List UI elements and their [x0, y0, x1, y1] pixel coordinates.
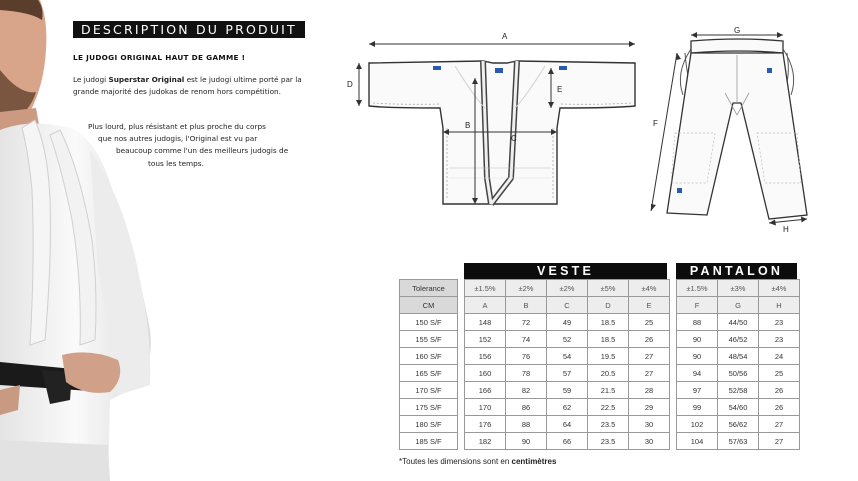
pantalon-value-cell: 90	[677, 331, 718, 348]
size-cell: 160 S/F	[400, 348, 458, 365]
pantalon-row	[677, 314, 800, 331]
size-cell: 170 S/F	[400, 382, 458, 399]
dim-label-b: B	[465, 121, 471, 130]
veste-value-cell: 30	[629, 416, 670, 433]
description-title: DESCRIPTION DU PRODUIT	[73, 21, 305, 38]
pantalon-row	[677, 365, 800, 382]
veste-row	[465, 382, 670, 399]
veste-value-cell: 182	[465, 433, 506, 450]
pantalon-value-cell: 54/60	[718, 399, 759, 416]
veste-value-cell: 52	[547, 331, 588, 348]
footnote-text: *Toutes les dimensions sont en	[399, 457, 512, 466]
veste-table	[464, 279, 670, 450]
pantalon-value-cell: 25	[759, 365, 800, 382]
size-cell: 150 S/F	[400, 314, 458, 331]
veste-row	[465, 314, 670, 331]
veste-row	[465, 331, 670, 348]
unit-label: CM	[400, 297, 458, 314]
size-row	[400, 365, 458, 382]
size-row	[400, 416, 458, 433]
veste-value-cell: 26	[629, 331, 670, 348]
pantalon-row	[677, 399, 800, 416]
size-row	[400, 331, 458, 348]
p2-line: tous les temps.	[148, 158, 204, 168]
veste-value-cell: 86	[506, 399, 547, 416]
veste-value-cell: 66	[547, 433, 588, 450]
veste-tolerance-cell: ±4%	[629, 280, 670, 297]
veste-value-cell: 170	[465, 399, 506, 416]
size-cell: 165 S/F	[400, 365, 458, 382]
pantalon-value-cell: 102	[677, 416, 718, 433]
pants-diagram	[645, 23, 810, 235]
pantalon-row	[677, 331, 800, 348]
veste-value-cell: 22.5	[588, 399, 629, 416]
veste-value-cell: 82	[506, 382, 547, 399]
footnote-unit: centimètres	[511, 457, 557, 466]
dim-label-f: F	[653, 119, 658, 128]
pantalon-value-cell: 94	[677, 365, 718, 382]
veste-column-header: D	[588, 297, 629, 314]
pantalon-value-cell: 104	[677, 433, 718, 450]
veste-value-cell: 176	[465, 416, 506, 433]
veste-value-cell: 72	[506, 314, 547, 331]
footnote	[399, 457, 556, 466]
p2-line: Plus lourd, plus résistant et plus proche du corps	[88, 122, 266, 131]
pantalon-tolerance-cell: ±4%	[759, 280, 800, 297]
veste-value-cell: 160	[465, 365, 506, 382]
veste-value-cell: 18.5	[588, 331, 629, 348]
pantalon-tolerance-cell: ±3%	[718, 280, 759, 297]
dim-label-h: H	[783, 225, 789, 234]
pantalon-column-header: H	[759, 297, 800, 314]
veste-value-cell: 27	[629, 348, 670, 365]
veste-tolerance-cell: ±2%	[506, 280, 547, 297]
pantalon-value-cell: 44/50	[718, 314, 759, 331]
pantalon-value-cell: 90	[677, 348, 718, 365]
p1-pre: Le judogi	[73, 75, 109, 84]
veste-value-cell: 148	[465, 314, 506, 331]
veste-column-header: C	[547, 297, 588, 314]
pantalon-value-cell: 52/58	[718, 382, 759, 399]
veste-column-header: B	[506, 297, 547, 314]
size-cell: 175 S/F	[400, 399, 458, 416]
veste-value-cell: 29	[629, 399, 670, 416]
pantalon-row	[677, 348, 800, 365]
pantalon-tolerance-cell: ±1.5%	[677, 280, 718, 297]
veste-value-cell: 74	[506, 331, 547, 348]
veste-row	[465, 365, 670, 382]
veste-value-cell: 166	[465, 382, 506, 399]
dim-label-g: G	[734, 26, 741, 35]
veste-value-cell: 88	[506, 416, 547, 433]
pantalon-value-cell: 26	[759, 382, 800, 399]
veste-value-cell: 28	[629, 382, 670, 399]
veste-value-cell: 27	[629, 365, 670, 382]
veste-row	[465, 348, 670, 365]
veste-value-cell: 23.5	[588, 416, 629, 433]
p2-line: que nos autres judogis, l'Original est vu par	[98, 134, 258, 144]
veste-value-cell: 64	[547, 416, 588, 433]
veste-value-cell: 59	[547, 382, 588, 399]
veste-value-cell: 23.5	[588, 433, 629, 450]
pantalon-value-cell: 27	[759, 433, 800, 450]
judoka-photo	[0, 0, 160, 481]
p2-line: beaucoup comme l'un des meilleurs judogis de	[116, 146, 289, 156]
veste-tolerance-cell: ±5%	[588, 280, 629, 297]
pantalon-value-cell: 46/52	[718, 331, 759, 348]
veste-value-cell: 18.5	[588, 314, 629, 331]
tolerance-label: Tolerance	[400, 280, 458, 297]
veste-value-cell: 30	[629, 433, 670, 450]
veste-row	[465, 433, 670, 450]
size-row	[400, 382, 458, 399]
p1-post: est le judogi ultime porté par la grande majorité des judokas de renom hors compétition.	[73, 75, 302, 97]
size-cell: 185 S/F	[400, 433, 458, 450]
veste-value-cell: 54	[547, 348, 588, 365]
veste-value-cell: 76	[506, 348, 547, 365]
size-row	[400, 348, 458, 365]
pantalon-value-cell: 48/54	[718, 348, 759, 365]
veste-value-cell: 156	[465, 348, 506, 365]
size-cell: 155 S/F	[400, 331, 458, 348]
description-paragraph-2	[88, 121, 310, 170]
veste-value-cell: 62	[547, 399, 588, 416]
size-row	[400, 314, 458, 331]
dim-label-d: D	[347, 80, 353, 89]
veste-tolerance-cell: ±1.5%	[465, 280, 506, 297]
veste-header: VESTE	[464, 263, 667, 279]
pantalon-table	[676, 279, 800, 450]
description-paragraph-1	[73, 74, 328, 98]
pantalon-row	[677, 433, 800, 450]
pantalon-value-cell: 99	[677, 399, 718, 416]
pantalon-value-cell: 23	[759, 331, 800, 348]
veste-row	[465, 416, 670, 433]
pantalon-value-cell: 56/62	[718, 416, 759, 433]
pantalon-column-header: F	[677, 297, 718, 314]
veste-row	[465, 399, 670, 416]
veste-value-cell: 49	[547, 314, 588, 331]
veste-value-cell: 152	[465, 331, 506, 348]
veste-column-header: A	[465, 297, 506, 314]
pantalon-value-cell: 50/56	[718, 365, 759, 382]
size-label-table	[399, 279, 458, 450]
size-row	[400, 399, 458, 416]
veste-value-cell: 78	[506, 365, 547, 382]
veste-value-cell: 20.5	[588, 365, 629, 382]
pantalon-header: PANTALON	[676, 263, 797, 279]
pantalon-value-cell: 57/63	[718, 433, 759, 450]
pantalon-row	[677, 416, 800, 433]
size-cell: 180 S/F	[400, 416, 458, 433]
jacket-diagram	[345, 28, 645, 210]
pantalon-value-cell: 97	[677, 382, 718, 399]
veste-value-cell: 21.5	[588, 382, 629, 399]
veste-value-cell: 57	[547, 365, 588, 382]
veste-tolerance-cell: ±2%	[547, 280, 588, 297]
p1-product-name: Superstar Original	[108, 75, 185, 84]
dim-label-c: C	[511, 134, 517, 143]
pantalon-value-cell: 23	[759, 314, 800, 331]
dim-label-e: E	[557, 85, 563, 94]
pantalon-value-cell: 26	[759, 399, 800, 416]
veste-value-cell: 25	[629, 314, 670, 331]
veste-value-cell: 19.5	[588, 348, 629, 365]
pantalon-value-cell: 24	[759, 348, 800, 365]
veste-value-cell: 90	[506, 433, 547, 450]
size-row	[400, 433, 458, 450]
pantalon-value-cell: 27	[759, 416, 800, 433]
pantalon-row	[677, 382, 800, 399]
dim-label-a: A	[502, 32, 508, 41]
description-heading: LE JUDOGI ORIGINAL HAUT DE GAMME !	[73, 53, 246, 62]
veste-column-header: E	[629, 297, 670, 314]
pantalon-column-header: G	[718, 297, 759, 314]
pantalon-value-cell: 88	[677, 314, 718, 331]
